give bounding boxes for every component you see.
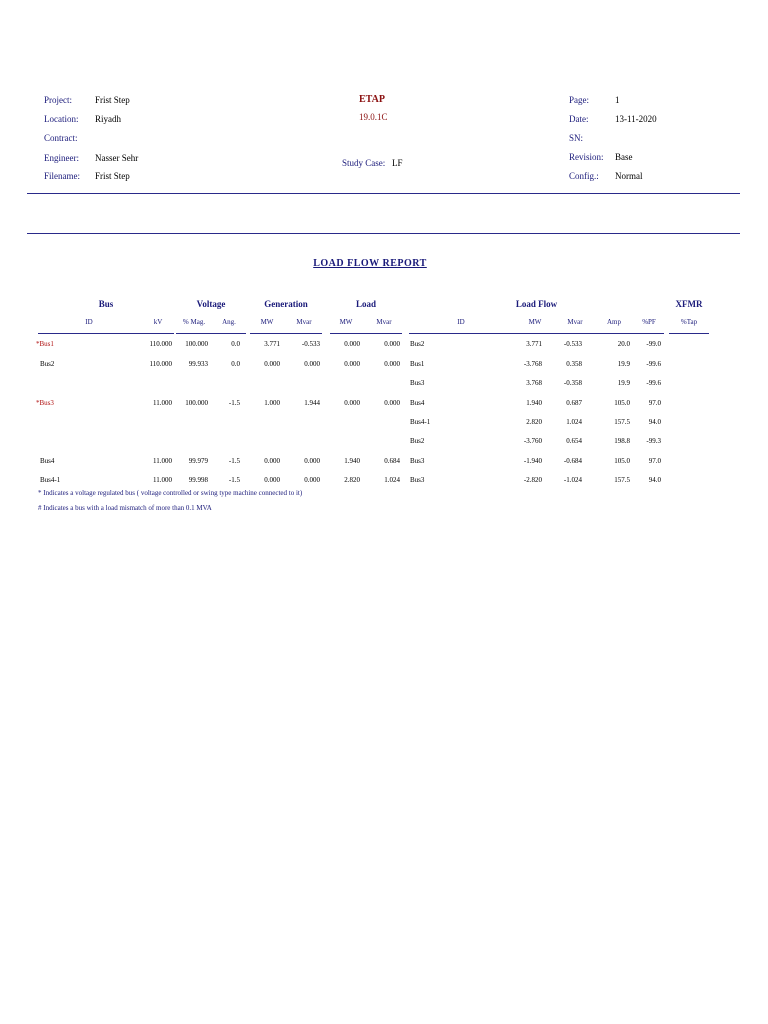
engineer-label: Engineer: [44,153,79,163]
cell-pf: 94.0 [648,476,661,484]
col-ang: Ang. [222,318,236,326]
cell-gen-mw: 3.771 [264,340,280,348]
col-lf-mw: MW [528,318,542,326]
cell-load-mw: 2.820 [344,476,360,484]
cell-amp: 19.9 [617,360,630,368]
cell-gen-mvar: 0.000 [304,457,320,465]
config-value: Normal [615,171,643,181]
cell-lf-mw: 3.771 [526,340,542,348]
cell-lf-id: Bus1 [410,360,425,368]
filename-label: Filename: [44,171,80,181]
underline-bus [38,333,174,334]
group-load: Load [355,299,376,309]
cell-load-mvar: 1.024 [384,476,400,484]
col-pf: %PF [642,318,656,326]
cell-lf-mw: -1.940 [523,457,542,465]
cell-id: Bus4-1 [40,476,61,484]
cell-pf: 94.0 [648,418,661,426]
note-mismatch: # Indicates a bus with a load mismatch of more than 0.1 MVA [38,504,212,512]
cell-lf-mw: -2.820 [523,476,542,484]
cell-load-mw: 0.000 [344,360,360,368]
report-title: LOAD FLOW REPORT [313,258,427,269]
cell-lf-mvar: -0.533 [563,340,582,348]
filename-value: Frist Step [95,171,130,181]
section-divider [27,233,740,234]
cell-ang: -1.5 [228,399,240,407]
cell-kv: 110.000 [149,340,172,348]
cell-mag: 99.979 [188,457,208,465]
cell-amp: 198.8 [614,437,630,445]
cell-id: Bus4 [40,457,55,465]
app-version: 19.0.1C [359,112,388,122]
cell-lf-id: Bus2 [410,340,425,348]
cell-ang: -1.5 [228,457,240,465]
cell-load-mw: 0.000 [344,340,360,348]
location-value: Riyadh [95,114,121,124]
col-lf-id: ID [457,318,465,326]
cell-amp: 20.0 [617,340,630,348]
cell-lf-mw: -3.768 [523,360,542,368]
underline-xfmr [669,333,709,334]
cell-pf: 97.0 [648,399,661,407]
app-name: ETAP [359,94,385,105]
cell-mag: 99.998 [188,476,208,484]
date-label: Date: [569,114,589,124]
cell-pf: 97.0 [648,457,661,465]
revision-value: Base [615,152,633,162]
project-value: Frist Step [95,95,130,105]
cell-lf-mw: 3.768 [526,379,542,387]
underline-generation [250,333,322,334]
cell-gen-mw: 0.000 [264,360,280,368]
cell-load-mw: 1.940 [344,457,360,465]
group-load-flow: Load Flow [515,299,558,309]
cell-lf-mw: 1.940 [526,399,542,407]
cell-mag: 100.000 [185,340,208,348]
cell-gen-mw: 0.000 [264,476,280,484]
cell-load-mvar: 0.000 [384,340,400,348]
location-label: Location: [44,114,79,124]
cell-pf: -99.3 [646,437,661,445]
cell-gen-mvar: 0.000 [304,476,320,484]
cell-lf-id: Bus4-1 [410,418,431,426]
col-amp: Amp [607,318,621,326]
col-lf-mvar: Mvar [567,318,583,326]
cell-lf-mvar: -0.358 [563,379,582,387]
underline-voltage [176,333,246,334]
group-bus: Bus [98,299,114,309]
group-generation: Generation [264,299,308,309]
engineer-value: Nasser Sehr [95,153,139,163]
group-voltage: Voltage [196,299,226,309]
cell-gen-mvar: -0.533 [301,340,320,348]
col-gen-mvar: Mvar [296,318,312,326]
cell-id: *Bus1 [36,340,54,348]
cell-lf-mw: -3.760 [523,437,542,445]
cell-pf: -99.6 [646,379,661,387]
col-kv: kV [153,318,163,326]
cell-kv: 11.000 [153,399,172,407]
project-label: Project: [44,95,72,105]
cell-lf-id: Bus4 [410,399,425,407]
cell-lf-mvar: 0.654 [566,437,582,445]
col-load-mvar: Mvar [376,318,392,326]
revision-label: Revision: [569,152,604,162]
col-load-mw: MW [339,318,353,326]
cell-ang: -1.5 [228,476,240,484]
col-id: ID [85,318,93,326]
cell-gen-mvar: 0.000 [304,360,320,368]
cell-id: Bus2 [40,360,55,368]
cell-lf-id: Bus3 [410,379,425,387]
cell-lf-mvar: 0.687 [566,399,582,407]
config-label: Config.: [569,171,599,181]
cell-pf: -99.6 [646,360,661,368]
cell-ang: 0.0 [231,360,240,368]
cell-load-mvar: 0.000 [384,360,400,368]
contract-label: Contract: [44,133,78,143]
study-case-label: Study Case: [342,158,386,168]
cell-lf-id: Bus3 [410,457,425,465]
cell-lf-id: Bus3 [410,476,425,484]
cell-mag: 100.000 [185,399,208,407]
cell-gen-mw: 1.000 [264,399,280,407]
cell-pf: -99.0 [646,340,661,348]
cell-lf-mw: 2.820 [526,418,542,426]
cell-gen-mvar: 1.944 [304,399,320,407]
cell-amp: 19.9 [617,379,630,387]
cell-id: *Bus3 [36,399,54,407]
cell-amp: 157.5 [614,418,630,426]
cell-lf-mvar: 1.024 [566,418,582,426]
underline-load-flow [409,333,664,334]
cell-mag: 99.933 [188,360,208,368]
cell-lf-mvar: -1.024 [563,476,582,484]
cell-kv: 110.000 [149,360,172,368]
note-regulated: * Indicates a voltage regulated bus ( voltage controlled or swing type machine connected to it) [38,489,303,497]
cell-amp: 105.0 [614,457,630,465]
group-xfmr: XFMR [675,299,703,309]
cell-load-mvar: 0.684 [384,457,400,465]
cell-gen-mw: 0.000 [264,457,280,465]
header-divider [27,193,740,194]
page-value: 1 [615,95,620,105]
sn-label: SN: [569,133,584,143]
cell-amp: 105.0 [614,399,630,407]
cell-amp: 157.5 [614,476,630,484]
cell-ang: 0.0 [231,340,240,348]
study-case-value: LF [392,158,403,168]
date-value: 13-11-2020 [615,114,657,124]
cell-kv: 11.000 [153,476,172,484]
cell-lf-id: Bus2 [410,437,425,445]
cell-kv: 11.000 [153,457,172,465]
cell-lf-mvar: 0.358 [566,360,582,368]
col-tap: %Tap [680,318,698,326]
cell-load-mvar: 0.000 [384,399,400,407]
col-gen-mw: MW [260,318,274,326]
underline-load [330,333,402,334]
cell-lf-mvar: -0.684 [563,457,582,465]
cell-load-mw: 0.000 [344,399,360,407]
col-mag: % Mag. [182,318,206,326]
page-label: Page: [569,95,589,105]
